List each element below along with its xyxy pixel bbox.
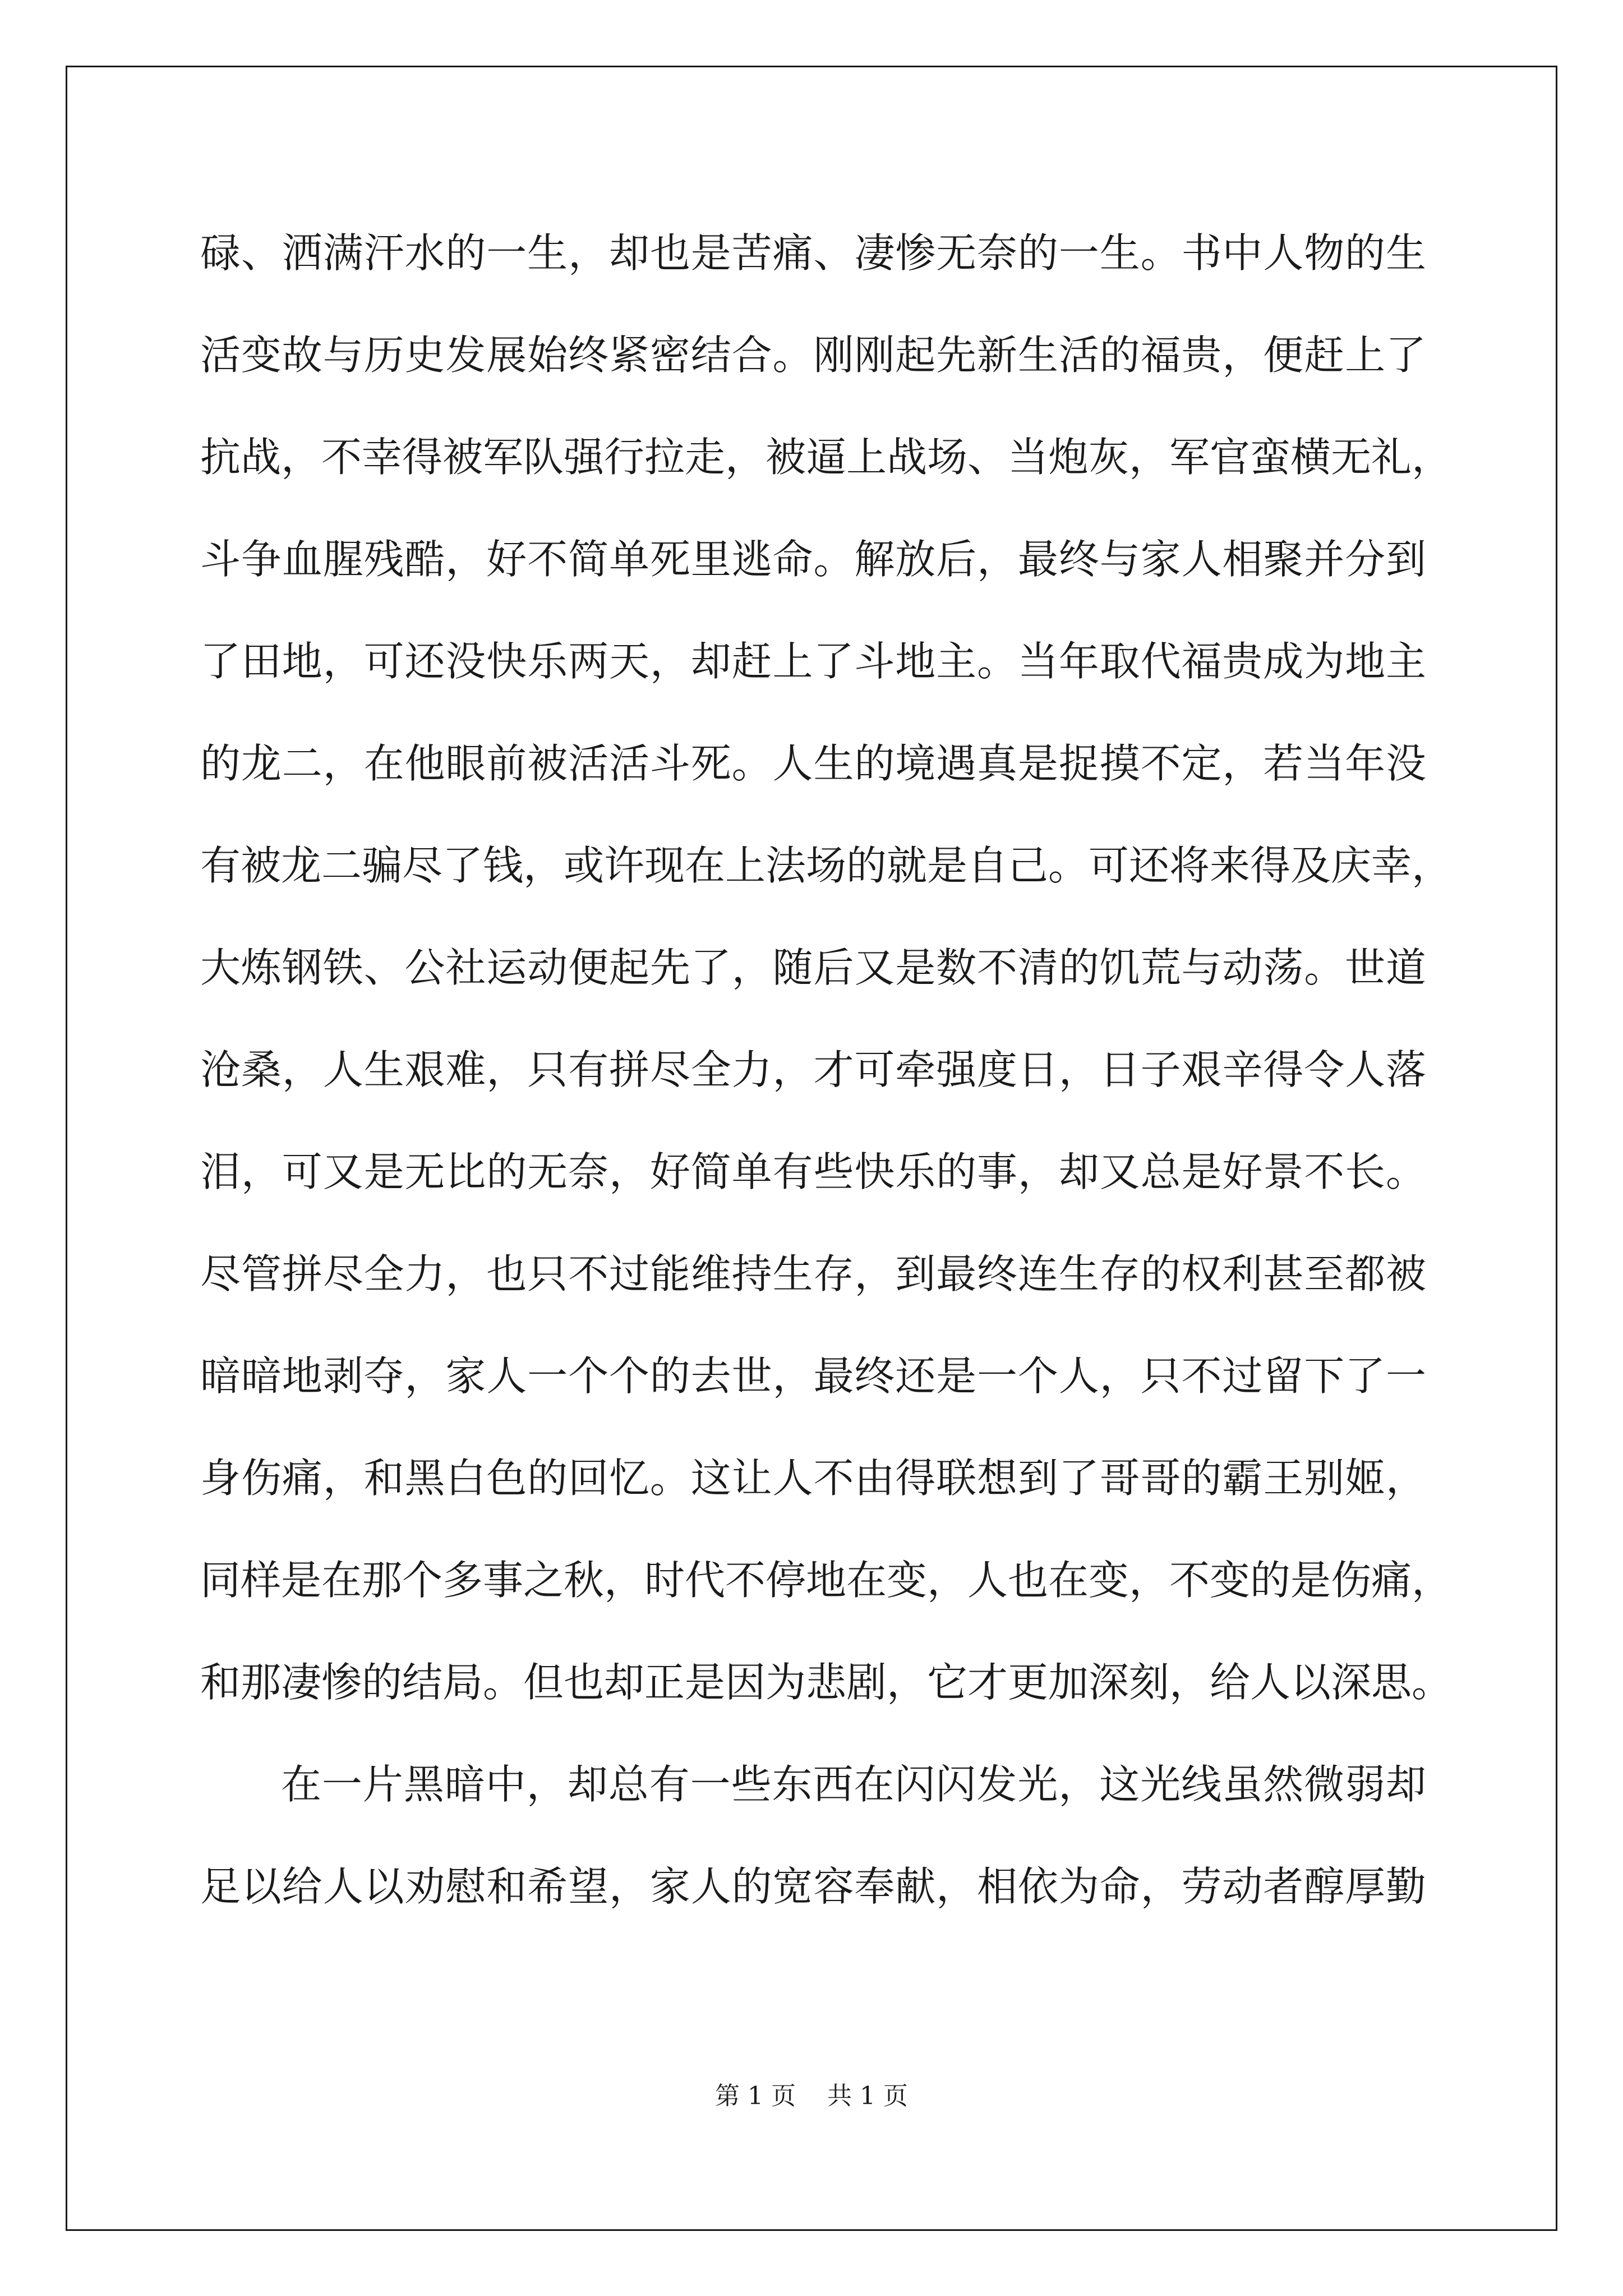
text-line: 了田地，可还没快乐两天，却赶上了斗地主。当年取代福贵成为地主 [200, 638, 1426, 685]
text-line: 活变故与历史发展始终紧密结合。刚刚起先新生活的福贵，便赶上了 [200, 332, 1426, 379]
text-line: 同样是在那个多事之秋，时代不停地在变，人也在变，不变的是伤痛， [200, 1557, 1453, 1604]
text-line: 抗战，不幸得被军队强行拉走，被逼上战场、当炮灰，军官蛮横无礼， [200, 434, 1453, 481]
text-line: 的龙二，在他眼前被活活斗死。人生的境遇真是捉摸不定，若当年没 [200, 740, 1426, 787]
text-line: 暗暗地剥夺，家人一个个的去世，最终还是一个人，只不过留下了一 [200, 1352, 1426, 1400]
paragraph-start-line: 在一片黑暗中，却总有一些东西在闪闪发光，这光线虽然微弱却 [281, 1761, 1426, 1808]
text-line: 足以给人以劝慰和希望，家人的宽容奉献，相依为命，劳动者醇厚勤 [200, 1863, 1426, 1910]
text-line: 尽管拼尽全力，也只不过能维持生存，到最终连生存的权利甚至都被 [200, 1250, 1426, 1297]
paragraph-end-line: 和那凄惨的结局。但也却正是因为悲剧，它才更加深刻，给人以深思。 [200, 1659, 1453, 1706]
text-line: 泪，可又是无比的无奈，好简单有些快乐的事，却又总是好景不长。 [200, 1148, 1426, 1195]
text-line: 大炼钢铁、公社运动便起先了，随后又是数不清的饥荒与动荡。世道 [200, 944, 1426, 991]
text-line: 沧桑，人生艰难，只有拼尽全力，才可牵强度日，日子艰辛得令人落 [200, 1046, 1426, 1093]
text-line: 斗争血腥残酷，好不简单死里逃命。解放后，最终与家人相聚并分到 [200, 536, 1426, 583]
text-line: 有被龙二骗尽了钱，或许现在上法场的就是自己。可还将来得及庆幸， [200, 842, 1453, 889]
page-number-footer: 第 1 页 共 1 页 [715, 2082, 908, 2110]
text-line: 身伤痛，和黑白色的回忆。这让人不由得联想到了哥哥的霸王别姬， [200, 1455, 1426, 1502]
document-body [200, 202, 1453, 1938]
text-line: 碌、洒满汗水的一生，却也是苦痛、凄惨无奈的一生。书中人物的生 [200, 229, 1426, 277]
